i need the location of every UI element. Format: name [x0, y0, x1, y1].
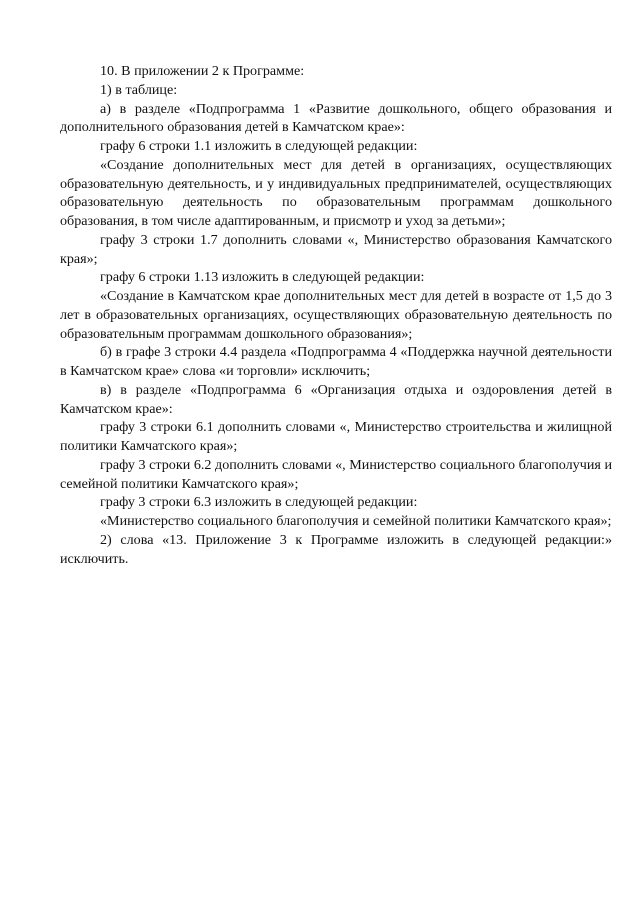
paragraph-column3-row6-2: графу 3 строки 6.2 дополнить словами «, Министерство социального благополучия и семейной политики Камчатского края»; [60, 456, 612, 492]
paragraph-quote-row6-3: «Министерство социального благополучия и семейной политики Камчатского края»; [100, 513, 612, 529]
document-body [60, 62, 612, 568]
paragraph-subitem-1: 1) в таблице: [100, 81, 178, 98]
paragraph-column6-row1-13: графу 6 строки 1.13 изложить в следующей редакции: [100, 269, 425, 286]
paragraph-item-10-header: 10. В приложении 2 к Программе: [100, 63, 305, 79]
paragraph-subitem-b: б) в графе 3 строки 4.4 раздела «Подпрограмма 4 «Поддержка научной деятельности в Камчатском крае» слова «и торговли» исключить; [60, 344, 612, 379]
paragraph-column3-row6-1: графу 3 строки 6.1 дополнить словами «, Министерство строительства и жилищной политики Камчатского края»; [60, 419, 612, 454]
paragraph-column3-row1-7: графу 3 строки 1.7 дополнить словами «, Министерство образования Камчатского края»; [60, 231, 612, 267]
paragraph-subitem-2: 2) слова «13. Приложение 3 к Программе изложить в следующей редакции:» исключить. [60, 531, 612, 567]
paragraph-column3-row6-3: графу 3 строки 6.3 изложить в следующей редакции: [100, 494, 418, 511]
paragraph-subitem-v: в) в разделе «Подпрограмма 6 «Организация отдыха и оздоровления детей в Камчатском крае»: [60, 381, 612, 417]
paragraph-column6-row1-1: графу 6 строки 1.1 изложить в следующей редакции: [100, 138, 418, 154]
paragraph-subitem-a: а) в разделе «Подпрограмма 1 «Развитие дошкольного, общего образования и дополнительного образования детей в Камчатском крае»: [60, 100, 612, 136]
paragraph-quote-row1-13: «Создание в Камчатском крае дополнительных мест для детей в возрасте от 1,5 до 3 лет в образовательных организациях, осуществляющих образовательную деятельность по образовательным программам дошкольного образования»; [60, 288, 612, 342]
paragraph-quote-row1-1: «Создание дополнительных мест для детей в организациях, осуществляющих образовательную деятельность, и у индивидуальных предпринимателей, осуществляющих образовательную деятельность по образовательным программам дошкольного образования, в том числе адаптированным, и присмотр и уход за детьми»; [60, 156, 612, 229]
